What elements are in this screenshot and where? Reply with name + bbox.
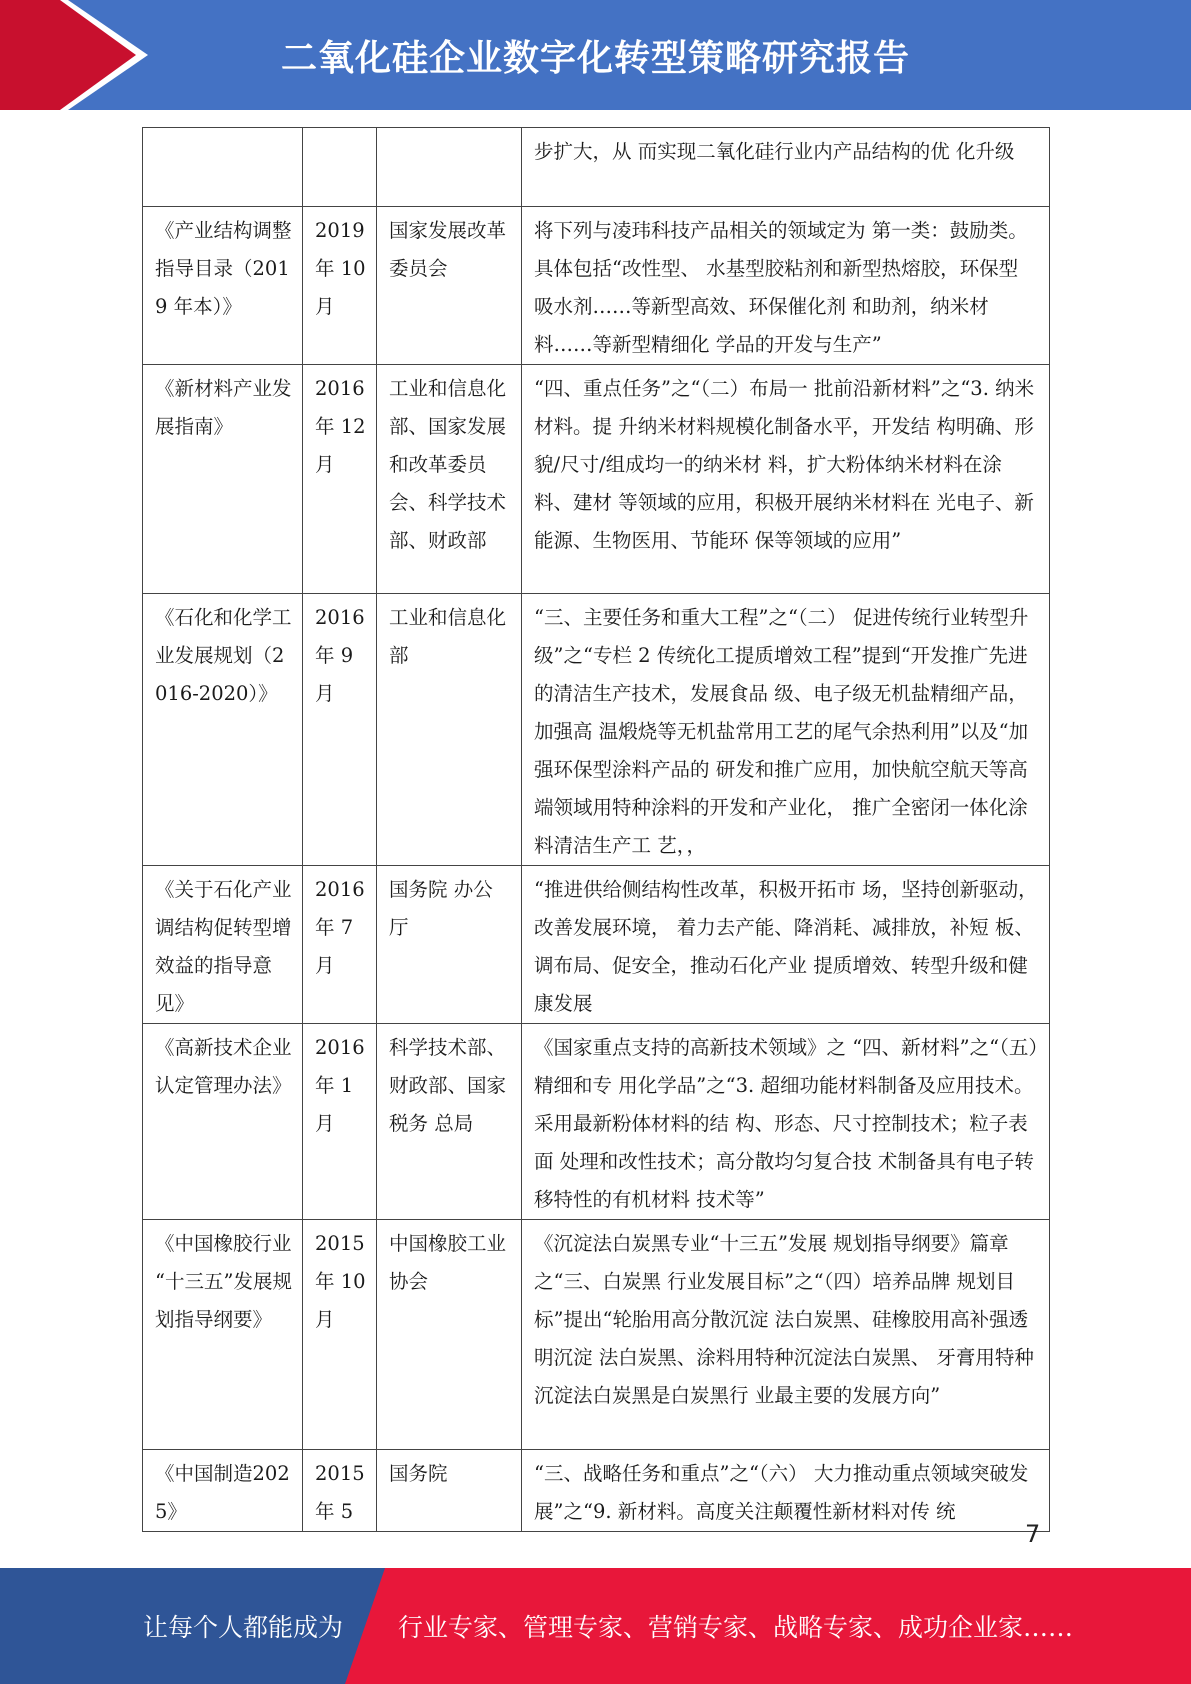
content-cell: “推进供给侧结构性改革，积极开拓市 场，坚持创新驱动，改善发展环境， 着力去产能、降消耗、减排放，补短 板、调布局、促安全，推动石化产业 提质增效、转型升级和健康发展 <box>522 866 1050 1024</box>
issuer-cell: 中国橡胶工业 协会 <box>377 1220 522 1450</box>
content-cell: “三、主要任务和重大工程”之“（二） 促进传统行业转型升级”之“专栏 2 传统化工提质增效工程”提到“开发推广先进的清洁生产技术，发展食品 级、电子级无机盐精细产品，加强高 温煅烧等无机盐常用工艺的尾气余热利用”以及“加强环保型涂料产品的 研发和推广应用，加快航空航天等高 端领域用特种涂料的开发和产业化， 推广全密闭一体化涂料清洁生产工 艺，， <box>522 594 1050 866</box>
content-cell: 《沉淀法白炭黑专业“十三五”发展 规划指导纲要》篇章之“三、白炭黑 行业发展目标”之“（四）培养品牌 规划目标”提出“轮胎用高分散沉淀 法白炭黑、硅橡胶用高补强透明沉淀 法白炭黑、涂料用特种沉淀法白炭黑、 牙膏用特种沉淀法白炭黑是白炭黑行 业最主要的发展方向” <box>522 1220 1050 1450</box>
issue-date-cell: 2015 年 5 <box>303 1450 377 1532</box>
issue-date-cell <box>303 128 377 207</box>
report-title: 二氧化硅企业数字化转型策略研究报告 <box>280 38 910 79</box>
policy-table-container <box>142 127 1049 1532</box>
issuer-cell: 工业和信息化 部 <box>377 594 522 866</box>
page-footer <box>0 1568 1191 1684</box>
issuer-cell <box>377 128 522 207</box>
table-row <box>143 1450 1050 1532</box>
policy-name-cell: 《关于石化产业 调结构促转型增 效益的指导意见》 <box>143 866 303 1024</box>
issue-date-cell: 2016 年 9 月 <box>303 594 377 866</box>
table-row <box>143 128 1050 207</box>
table-row <box>143 365 1050 594</box>
content-cell: “三、战略任务和重点”之“（六） 大力推动重点领域突破发展”之“9. 新材料。高度关注颠覆性新材料对传 统 <box>522 1450 1050 1532</box>
policy-name-cell: 《高新技术企业 认定管理办法》 <box>143 1024 303 1220</box>
table-row <box>143 1220 1050 1450</box>
policy-name-cell: 《石化和化学工 业发展规划（2016-2020）》 <box>143 594 303 866</box>
page-header <box>0 0 1191 110</box>
issuer-cell: 国务院 办公厅 <box>377 866 522 1024</box>
footer-slogan-left: 让每个人都能成为 <box>143 1613 344 1642</box>
policy-name-cell <box>143 128 303 207</box>
issue-date-cell: 2016 年 12 月 <box>303 365 377 594</box>
issuer-cell: 国家发展改革 委员会 <box>377 207 522 365</box>
policy-name-cell: 《中国橡胶行业 “十三五”发展规划指导纲要》 <box>143 1220 303 1450</box>
content-cell: 将下列与凌玮科技产品相关的领域定为 第一类：鼓励类。具体包括“改性型、 水基型胶粘剂和新型热熔胶，环保型 吸水剂……等新型高效、环保催化剂 和助剂，纳米材料……等新型精细化 学品的开发与生产” <box>522 207 1050 365</box>
content-cell: 步扩大，从 而实现二氧化硅行业内产品结构的优 化升级 <box>522 128 1050 207</box>
issue-date-cell: 2015 年 10 月 <box>303 1220 377 1450</box>
issuer-cell: 工业和信息化 部、国家发展 和改革委员 会、科学技术 部、财政部 <box>377 365 522 594</box>
page-number: 7 <box>1025 1520 1041 1548</box>
issue-date-cell: 2019 年 10 月 <box>303 207 377 365</box>
table-row <box>143 594 1050 866</box>
content-cell: 《国家重点支持的高新技术领域》之 “四、新材料”之“（五）精细和专 用化学品”之“3. 超细功能材料制备及应用技术。采用最新粉体材料的结 构、形态、尺寸控制技术；粒子表面 处理和改性技术；高分散均匀复合技 术制备具有电子转移特性的有机材料 技术等” <box>522 1024 1050 1220</box>
policy-table <box>142 127 1050 1532</box>
policy-name-cell: 《产业结构调整 指导目录（2019 年本）》 <box>143 207 303 365</box>
issuer-cell: 国务院 <box>377 1450 522 1532</box>
policy-name-cell: 《中国制造2025》 <box>143 1450 303 1532</box>
table-row <box>143 207 1050 365</box>
issuer-cell: 科学技术部、 财政部、国家 税务 总局 <box>377 1024 522 1220</box>
table-row <box>143 866 1050 1024</box>
policy-name-cell: 《新材料产业发 展指南》 <box>143 365 303 594</box>
footer-slogan-right: 行业专家、管理专家、营销专家、战略专家、成功企业家…… <box>398 1613 1074 1642</box>
issue-date-cell: 2016 年 1 月 <box>303 1024 377 1220</box>
content-cell: “四、重点任务”之“（二）布局一 批前沿新材料”之“3. 纳米材料。提 升纳米材料规模化制备水平，开发结 构明确、形貌/尺寸/组成均一的纳米材 料，扩大粉体纳米材料在涂料、建材 等领域的应用，积极开展纳米材料在 光电子、新能源、生物医用、节能环 保等领域的应用” <box>522 365 1050 594</box>
issue-date-cell: 2016 年 7 月 <box>303 866 377 1024</box>
table-row <box>143 1024 1050 1220</box>
